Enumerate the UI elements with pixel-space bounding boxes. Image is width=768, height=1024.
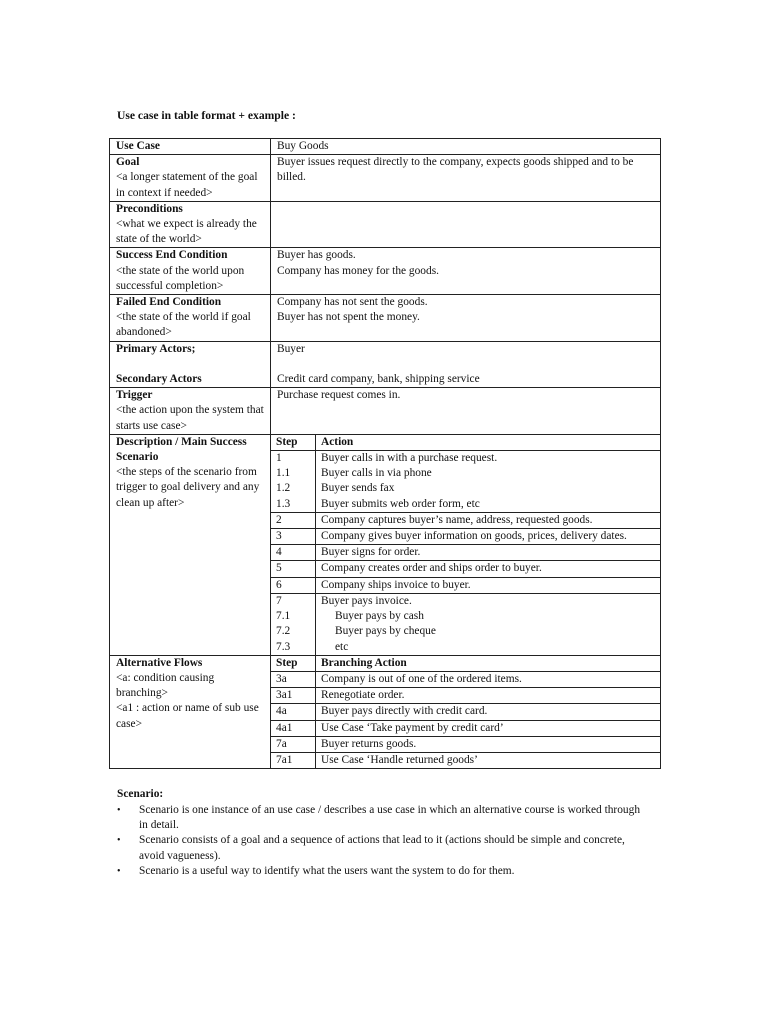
preconditions-label: Preconditions bbox=[116, 202, 183, 215]
step-action: Buyer sends fax bbox=[321, 482, 395, 495]
alt-step-number: 4a1 bbox=[271, 720, 316, 736]
scenario-bullet bbox=[117, 803, 647, 833]
action-header: Action bbox=[316, 435, 661, 451]
scenario-bullet-text: Scenario is a useful way to identify what the users want the system to do for them. bbox=[139, 864, 515, 877]
alt-step-action: Buyer returns goods. bbox=[316, 736, 661, 752]
success-line: Buyer has goods. bbox=[277, 249, 356, 262]
step-action-cell bbox=[316, 529, 661, 545]
preconditions-value bbox=[271, 201, 661, 248]
step-action: etc bbox=[335, 640, 349, 653]
step-number: 1.3 bbox=[276, 497, 291, 510]
step-row bbox=[271, 529, 660, 545]
row-main-scenario bbox=[110, 434, 661, 655]
step-number-cell bbox=[271, 545, 316, 561]
failed-label: Failed End Condition bbox=[116, 296, 222, 309]
step-action: Company creates order and ships order to buyer. bbox=[321, 562, 542, 575]
goal-label: Goal bbox=[116, 156, 140, 169]
step-action: Buyer pays by cash bbox=[335, 610, 424, 623]
step-action: Buyer signs for order. bbox=[321, 546, 421, 559]
step-action-cell bbox=[316, 593, 661, 654]
step-number: 3 bbox=[276, 530, 282, 543]
step-action: Buyer pays by cheque bbox=[335, 625, 436, 638]
failed-desc: <the state of the world if goal abandoned> bbox=[116, 311, 251, 339]
success-label: Success End Condition bbox=[116, 249, 228, 262]
bullet-dot-icon: • bbox=[117, 805, 121, 816]
step-action: Company ships invoice to buyer. bbox=[321, 578, 471, 591]
alt-step-number: 3a1 bbox=[271, 688, 316, 704]
row-actors bbox=[110, 341, 661, 388]
alt-step-action: Use Case ‘Take payment by credit card’ bbox=[316, 720, 661, 736]
alt-step-row bbox=[271, 688, 660, 704]
step-action: Buyer calls in with a purchase request. bbox=[321, 452, 498, 465]
goal-desc: <a longer statement of the goal in context if needed> bbox=[116, 171, 258, 199]
failed-line: Company has not sent the goods. bbox=[277, 296, 428, 309]
step-number: 1.1 bbox=[276, 467, 291, 480]
row-success-end-condition bbox=[110, 248, 661, 295]
step-number-cell bbox=[271, 451, 316, 513]
step-row bbox=[271, 545, 660, 561]
row-goal bbox=[110, 155, 661, 202]
scenario-bullet-text: Scenario consists of a goal and a sequence of actions that lead to it (actions should be simple and concrete, avoid vagueness). bbox=[139, 834, 625, 862]
alt-step-number: 7a1 bbox=[271, 752, 316, 768]
secondary-actors-value: Credit card company, bank, shipping service bbox=[277, 373, 480, 386]
step-number: 7.2 bbox=[276, 625, 291, 638]
goal-value: Buyer issues request directly to the company, expects goods shipped and to be billed. bbox=[271, 155, 661, 202]
secondary-actors-label: Secondary Actors bbox=[116, 373, 202, 386]
step-number: 1 bbox=[276, 452, 282, 465]
use-case-table bbox=[109, 138, 661, 769]
step-row bbox=[271, 512, 660, 528]
scenario-bullet-text: Scenario is one instance of an use case / describes a use case in which an alternative course is worked through in detail. bbox=[139, 804, 641, 832]
scenario-bullets bbox=[117, 803, 647, 879]
alt-step-row bbox=[271, 704, 660, 720]
alt-step-action: Company is out of one of the ordered items. bbox=[316, 671, 661, 687]
use-case-label: Use Case bbox=[116, 140, 160, 152]
trigger-value: Purchase request comes in. bbox=[271, 388, 661, 435]
step-action-cell bbox=[316, 561, 661, 577]
step-number: 7.1 bbox=[276, 610, 291, 623]
row-trigger bbox=[110, 388, 661, 435]
step-number: 6 bbox=[276, 578, 282, 591]
alt-step-number: 7a bbox=[271, 736, 316, 752]
step-number: 2 bbox=[276, 513, 282, 526]
scenario-bullet bbox=[117, 833, 647, 863]
success-line: Company has money for the goods. bbox=[277, 264, 439, 277]
alt-step-action: Use Case ‘Handle returned goods’ bbox=[316, 752, 661, 768]
branching-action-header: Branching Action bbox=[316, 656, 661, 672]
scenario-bullet bbox=[117, 864, 647, 879]
use-case-value: Buy Goods bbox=[271, 139, 661, 155]
bullet-dot-icon: • bbox=[117, 865, 121, 877]
step-number: 7 bbox=[276, 594, 282, 607]
step-action: Company captures buyer’s name, address, requested goods. bbox=[321, 513, 593, 526]
step-number-cell bbox=[271, 561, 316, 577]
step-row bbox=[271, 593, 660, 654]
main-steps-header bbox=[271, 435, 660, 451]
primary-actors-label: Primary Actors; bbox=[116, 342, 196, 355]
primary-actors-value: Buyer bbox=[277, 342, 305, 355]
alt-steps-table bbox=[271, 656, 660, 768]
step-number-cell bbox=[271, 529, 316, 545]
step-action-cell bbox=[316, 545, 661, 561]
step-row bbox=[271, 451, 660, 513]
alt-step-header: Step bbox=[271, 656, 316, 672]
scenario-title: Scenario: bbox=[117, 788, 164, 800]
step-action: Company gives buyer information on goods, prices, delivery dates. bbox=[321, 530, 627, 543]
step-action: Buyer submits web order form, etc bbox=[321, 497, 480, 510]
row-alternative-flows bbox=[110, 655, 661, 768]
row-preconditions bbox=[110, 201, 661, 248]
trigger-desc: <the action upon the system that starts use case> bbox=[116, 404, 264, 432]
main-scenario-desc: <the steps of the scenario from trigger to goal delivery and any clean up after> bbox=[116, 466, 260, 509]
preconditions-desc: <what we expect is already the state of the world> bbox=[116, 218, 257, 246]
step-action: Buyer pays invoice. bbox=[321, 594, 412, 607]
step-number: 4 bbox=[276, 546, 282, 559]
step-row bbox=[271, 561, 660, 577]
alt-steps-header bbox=[271, 656, 660, 672]
alt-step-action: Renegotiate order. bbox=[316, 688, 661, 704]
step-header: Step bbox=[271, 435, 316, 451]
step-number-cell bbox=[271, 512, 316, 528]
step-number: 1.2 bbox=[276, 482, 291, 495]
success-desc: <the state of the world upon successful completion> bbox=[116, 264, 245, 292]
bullet-dot-icon: • bbox=[117, 835, 121, 847]
alternative-flows-label: Alternative Flows bbox=[116, 656, 203, 669]
alt-step-row bbox=[271, 720, 660, 736]
step-number: 7.3 bbox=[276, 640, 291, 653]
step-number: 5 bbox=[276, 562, 282, 575]
step-action-cell bbox=[316, 512, 661, 528]
step-action-cell bbox=[316, 577, 661, 593]
alt-step-number: 3a bbox=[271, 671, 316, 687]
alt-step-row bbox=[271, 671, 660, 687]
alt-step-row bbox=[271, 752, 660, 768]
main-steps-table bbox=[271, 435, 660, 655]
step-number-cell bbox=[271, 577, 316, 593]
alt-step-row bbox=[271, 736, 660, 752]
main-scenario-label: Description / Main Success Scenario bbox=[116, 435, 247, 464]
alternative-flows-desc: <a1 : action or name of sub use case> bbox=[116, 702, 259, 730]
step-number-cell bbox=[271, 593, 316, 654]
row-use-case bbox=[110, 139, 661, 155]
page-heading: Use case in table format + example : bbox=[117, 109, 296, 122]
row-failed-end-condition bbox=[110, 295, 661, 342]
trigger-label: Trigger bbox=[116, 389, 153, 402]
alt-step-number: 4a bbox=[271, 704, 316, 720]
alt-step-action: Buyer pays directly with credit card. bbox=[316, 704, 661, 720]
step-row bbox=[271, 577, 660, 593]
step-action-cell bbox=[316, 451, 661, 513]
alternative-flows-desc: <a: condition causing branching> bbox=[116, 671, 215, 700]
step-action: Buyer calls in via phone bbox=[321, 467, 432, 480]
failed-line: Buyer has not spent the money. bbox=[277, 311, 420, 324]
